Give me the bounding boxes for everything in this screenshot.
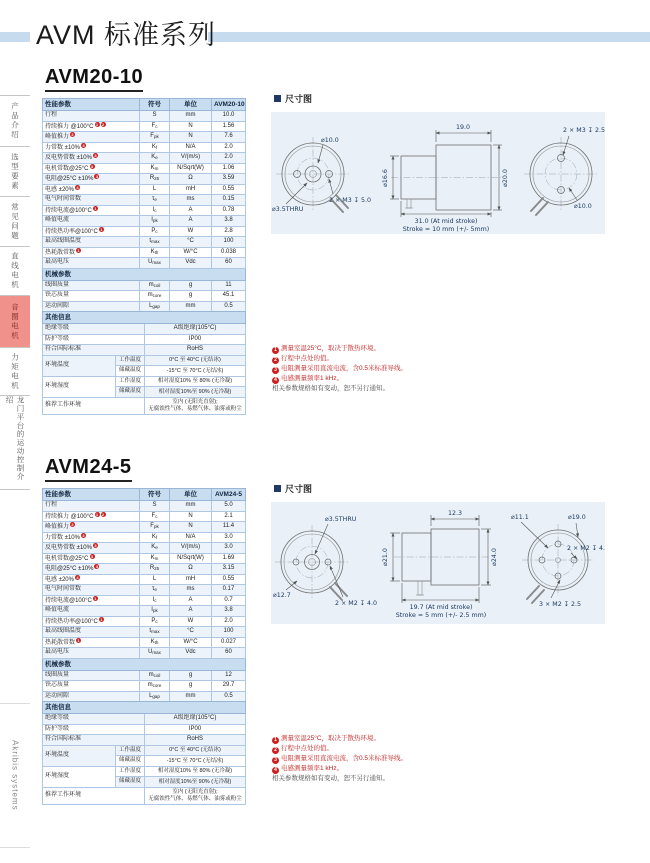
- spec-row: 电阻@25°C ±10% 3 $R_{25}$ Ω 3.59: [43, 174, 246, 185]
- footnote-mark-icon: 2: [71, 132, 74, 138]
- footnote-mark-icon: 2: [101, 511, 105, 517]
- footnotes-avm20-10: [272, 344, 582, 394]
- spec-row: 电感 ±20% 4 L mH 0.55: [43, 184, 246, 195]
- footnote-mark-icon: 3: [82, 532, 85, 538]
- env-row: 环境湿度 工作湿度 相对湿度10% 至 80% (无冷凝): [43, 376, 246, 387]
- sidebar-item-label: 音圈电机: [10, 302, 20, 341]
- recommend-row: 推荐工作环境 室内 (无阳光直射); 无腐蚀性气体、易燃气体、油雾或粉尘: [43, 787, 246, 804]
- dim-label: Stroke = 10 mm (+/- 5mm): [402, 226, 490, 233]
- footnote-mark-icon: 4: [76, 184, 79, 190]
- footnote-mark-icon: 1: [100, 616, 103, 622]
- footnote-mark-icon: 1: [272, 347, 279, 354]
- performance-table: [42, 98, 246, 312]
- footnote-mark-icon: 4: [272, 377, 279, 384]
- dimension-drawing-svg: [271, 502, 605, 624]
- table-header-row: 性能参数 符号 单位 AVM24-5: [43, 489, 246, 501]
- dimension-drawing-avm24-5: [271, 502, 605, 624]
- footnote-mark-icon: 2: [272, 357, 279, 364]
- env-row: 环境温度 工作温度 0°C 至 40°C (无结冰): [43, 355, 246, 366]
- spec-row: 持续电流@100°C 1 $I_c$ A 0.78: [43, 205, 246, 216]
- footnote: 3 电阻测量采用直流电流，含0.5米标准导线。: [272, 364, 582, 374]
- recommend-row: 推荐工作环境 室内 (无阳光直射); 无腐蚀性气体、易燃气体、油雾或粉尘: [43, 397, 246, 414]
- dim-label: 2 × M3 ↧ 5.0: [329, 197, 372, 204]
- footnote-mark-icon: 3: [90, 553, 94, 559]
- spec-row: 运动间隙 $L_{gap}$ mm 0.5: [43, 301, 246, 312]
- footnote-mark-icon: 2: [71, 522, 74, 528]
- footnote-mark-icon: 1: [272, 737, 279, 744]
- footnote-mark-icon: 1: [94, 205, 97, 211]
- info-row: 符合国际标准 RoHS: [43, 735, 246, 746]
- sidebar-item-gantry-motion[interactable]: [0, 395, 30, 490]
- footnote-mark-icon: 1: [77, 637, 80, 643]
- footnote-mark-icon: 2: [101, 121, 105, 127]
- info-row: 绝缘等级 A级绝缘(105°C): [43, 324, 246, 335]
- dim-label: ⌀10.0: [574, 203, 592, 210]
- spec-row: 电阻@25°C ±10% 3 $R_{25}$ Ω 3.15: [43, 564, 246, 575]
- dimension-section-label: [274, 482, 312, 495]
- dim-label: ⌀3.5THRU: [325, 516, 357, 523]
- footnote: 3 电阻测量采用直流电流，含0.5米标准导线。: [272, 754, 582, 764]
- spec-row: 最高电压 $U_{max}$ Vdc 60: [43, 258, 246, 269]
- env-row: 储藏湿度 相对湿度10%至 90% (无冷凝): [43, 777, 246, 788]
- dim-label: 19.7 (At mid stroke): [409, 604, 473, 611]
- dim-label: ⌀10.0: [321, 137, 339, 144]
- dim-label: 2 × M3 ↧ 2.5: [563, 127, 605, 134]
- footnote-mark-icon: 3: [272, 757, 279, 764]
- spec-row: 电机常数@25°C 3 $K_m$ N/Sqrt(W) 1.69: [43, 553, 246, 564]
- spec-table-avm24-5: [42, 488, 245, 805]
- footnotes-avm24-5: [272, 734, 582, 784]
- spec-row: 运动间隙 $L_{gap}$ mm 0.5: [43, 691, 246, 702]
- env-row: 储藏温度 -15°C 至 70°C (无结冰): [43, 366, 246, 377]
- footnote-mark-icon: 4: [272, 767, 279, 774]
- spec-row: 反电势常数 ±10% 3 $K_e$ V/(m/s) 2.0: [43, 153, 246, 164]
- env-row: 环境温度 工作温度 0°C 至 40°C (无结冰): [43, 745, 246, 756]
- spec-row: 行程 S mm 10.0: [43, 111, 246, 122]
- bullet-square-icon: [274, 95, 281, 102]
- info-row: 防护等级 IP00: [43, 724, 246, 735]
- title-accent-bar-right: [208, 32, 650, 42]
- spec-row: 峰值电流 $I_{pk}$ A 3.8: [43, 606, 246, 617]
- dim-label: 2 × M2 ↧ 4.0: [335, 600, 378, 607]
- spec-row: 最高线圈温度 $t_{max}$ °C 100: [43, 627, 246, 638]
- spec-row: 峰值推力 2 $F_{pk}$ N 7.6: [43, 132, 246, 143]
- dim-label: 3 × M2 ↧ 2.5: [539, 601, 582, 608]
- table-section-header: 其他信息: [43, 312, 246, 324]
- sidebar-item-label: 常见问题: [10, 202, 20, 241]
- dim-label: ⌀11.1: [511, 514, 529, 521]
- spec-row: 电气时间常数 $\tau_e$ ms 0.15: [43, 195, 246, 206]
- footnote-mark-icon: 2: [272, 747, 279, 754]
- spec-row: 峰值推力 2 $F_{pk}$ N 11.4: [43, 522, 246, 533]
- spec-row: 铁芯质量 $m_{core}$ g 29.7: [43, 681, 246, 692]
- dim-label: ⌀3.5THRU: [272, 206, 304, 213]
- footnote: 4 电感测量频率1 kHz。: [272, 374, 582, 384]
- spec-row: 行程 S mm 5.0: [43, 501, 246, 512]
- footnote-mark-icon: 3: [95, 174, 99, 180]
- sidebar-item-torque-motor[interactable]: [0, 347, 30, 395]
- dim-label: ⌀16.6: [382, 169, 389, 187]
- footnote-mark-icon: 1: [94, 595, 97, 601]
- footnote-mark-icon: 1: [95, 511, 99, 517]
- dim-label: ⌀24.0: [491, 548, 498, 566]
- spec-table-avm20-10: [42, 98, 245, 415]
- dim-label: 12.3: [447, 510, 463, 517]
- footnote-mark-icon: 4: [76, 574, 79, 580]
- env-row: 环境湿度 工作湿度 相对湿度10% 至 80% (无冷凝): [43, 766, 246, 777]
- spec-row: 电气时间常数 $\tau_e$ ms 0.17: [43, 585, 246, 596]
- footnote-mark-icon: 3: [82, 142, 85, 148]
- dim-label: ⌀19.0: [568, 514, 586, 521]
- dimension-drawing-svg: [271, 112, 605, 234]
- dim-label: Stroke = 5 mm (+/- 2.5 mm): [395, 612, 487, 619]
- spec-row: 持续热功率@100°C 1 $P_c$ W 2.8: [43, 226, 246, 237]
- info-row: 绝缘等级 A级绝缘(105°C): [43, 714, 246, 725]
- footnote-mark-icon: 1: [95, 121, 99, 127]
- footnote-mark-icon: 1: [100, 226, 103, 232]
- disclaimer: 相关参数规格如有变动，恕不另行通知。: [272, 385, 389, 392]
- footnote-mark-icon: 3: [90, 163, 94, 169]
- footnote-mark-icon: 3: [95, 564, 99, 570]
- spec-row: 峰值电流 $I_{pk}$ A 3.8: [43, 216, 246, 227]
- other-info-table: [42, 701, 246, 805]
- other-info-table: [42, 311, 246, 415]
- spec-row: 力常数 ±10% 3 $K_f$ N/A 2.0: [43, 142, 246, 153]
- footnote: 2 行程中点处的值。: [272, 354, 582, 364]
- spec-row: 持续热功率@100°C 1 $P_c$ W 2.0: [43, 616, 246, 627]
- table-section-header: 机械参数: [43, 658, 246, 670]
- footnote: 2 行程中点处的值。: [272, 744, 582, 754]
- info-row: 防护等级 IP00: [43, 334, 246, 345]
- title-accent-bar-left: [0, 32, 30, 42]
- model-title: AVM24-5: [45, 456, 132, 482]
- spec-row: 铁芯质量 $m_{core}$ g 45.1: [43, 291, 246, 302]
- table-section-header: 其他信息: [43, 702, 246, 714]
- spec-row: 线圈质量 $m_{coil}$ g 12: [43, 670, 246, 681]
- sidebar-item-label: 直线电机: [10, 252, 20, 290]
- sidebar-item-label: 产品介绍: [10, 102, 20, 140]
- spec-row: 最高电压 $U_{max}$ Vdc 60: [43, 648, 246, 659]
- brand-vertical-label: Akribis systems: [0, 703, 30, 848]
- sidebar-item-label: 选型要素: [10, 152, 20, 191]
- spec-row: 线圈质量 $m_{coil}$ g 11: [43, 280, 246, 291]
- table-header-row: 性能参数 符号 单位 AVM20-10: [43, 99, 246, 111]
- sidebar-item-label: 龙门平台的运动控制介绍: [5, 396, 25, 481]
- page-title: AVM 标准系列: [36, 20, 217, 50]
- bullet-square-icon: [274, 485, 281, 492]
- spec-row: 持续推力 @100°C 1 2 $F_c$ N 2.1: [43, 511, 246, 522]
- spec-row: 反电势常数 ±10% 3 $K_e$ V/(m/s) 3.0: [43, 543, 246, 554]
- spec-row: 电机常数@25°C 3 $K_m$ N/Sqrt(W) 1.06: [43, 163, 246, 174]
- footnote-mark-icon: 3: [272, 367, 279, 374]
- spec-row: 持续推力 @100°C 1 2 $F_c$ N 1.56: [43, 121, 246, 132]
- table-section-header: 机械参数: [43, 268, 246, 280]
- footnote: 4 电感测量频率1 kHz。: [272, 764, 582, 774]
- spec-row: 热耗散常数 1 $K_{th}$ W/°C 0.027: [43, 637, 246, 648]
- dim-label: 2 × M2 ↧ 4.0: [567, 545, 605, 552]
- dim-label: 31.0 (At mid stroke): [414, 218, 478, 225]
- dim-label: ⌀12.7: [273, 592, 291, 599]
- dimension-label-text: 尺寸图: [285, 484, 313, 494]
- sidebar-item-faq[interactable]: [0, 196, 30, 246]
- spec-row: 电感 ±20% 4 L mH 0.55: [43, 574, 246, 585]
- env-row: 储藏温度 -15°C 至 70°C (无结冰): [43, 756, 246, 767]
- footnote: 1 测量室温25°C，取决于散热环境。: [272, 734, 582, 744]
- sidebar-item-selection[interactable]: [0, 146, 30, 196]
- footnote-mark-icon: 1: [77, 247, 80, 253]
- footnote-mark-icon: 3: [94, 153, 97, 159]
- dim-label: ⌀21.0: [382, 548, 389, 566]
- spec-row: 力常数 ±10% 3 $K_f$ N/A 3.0: [43, 532, 246, 543]
- info-row: 符合国际标准 RoHS: [43, 345, 246, 356]
- footnote-mark-icon: 3: [94, 543, 97, 549]
- dimension-section-label: [274, 92, 312, 105]
- dim-label: 19.0: [455, 124, 471, 131]
- sidebar-item-voice-coil-motor[interactable]: [0, 295, 30, 347]
- disclaimer: 相关参数规格如有变动，恕不另行通知。: [272, 775, 389, 782]
- dimension-drawing-avm20-10: [271, 112, 605, 234]
- spec-row: 热耗散常数 1 $K_{th}$ W/°C 0.038: [43, 247, 246, 258]
- model-title: AVM20-10: [45, 66, 143, 92]
- dim-label: ⌀20.0: [502, 169, 509, 187]
- spec-row: 最高线圈温度 $t_{max}$ °C 100: [43, 237, 246, 248]
- sidebar-item-label: 力矩电机: [10, 352, 20, 391]
- spec-row: 持续电流@100°C 1 $I_c$ A 0.7: [43, 595, 246, 606]
- sidebar-item-product-intro[interactable]: [0, 95, 30, 146]
- footnote: 1 测量室温25°C，取决于散热环境。: [272, 344, 582, 354]
- dimension-label-text: 尺寸图: [285, 94, 313, 104]
- env-row: 储藏湿度 相对湿度10%至 90% (无冷凝): [43, 387, 246, 398]
- performance-table: [42, 488, 246, 702]
- sidebar-item-linear-motor[interactable]: [0, 246, 30, 295]
